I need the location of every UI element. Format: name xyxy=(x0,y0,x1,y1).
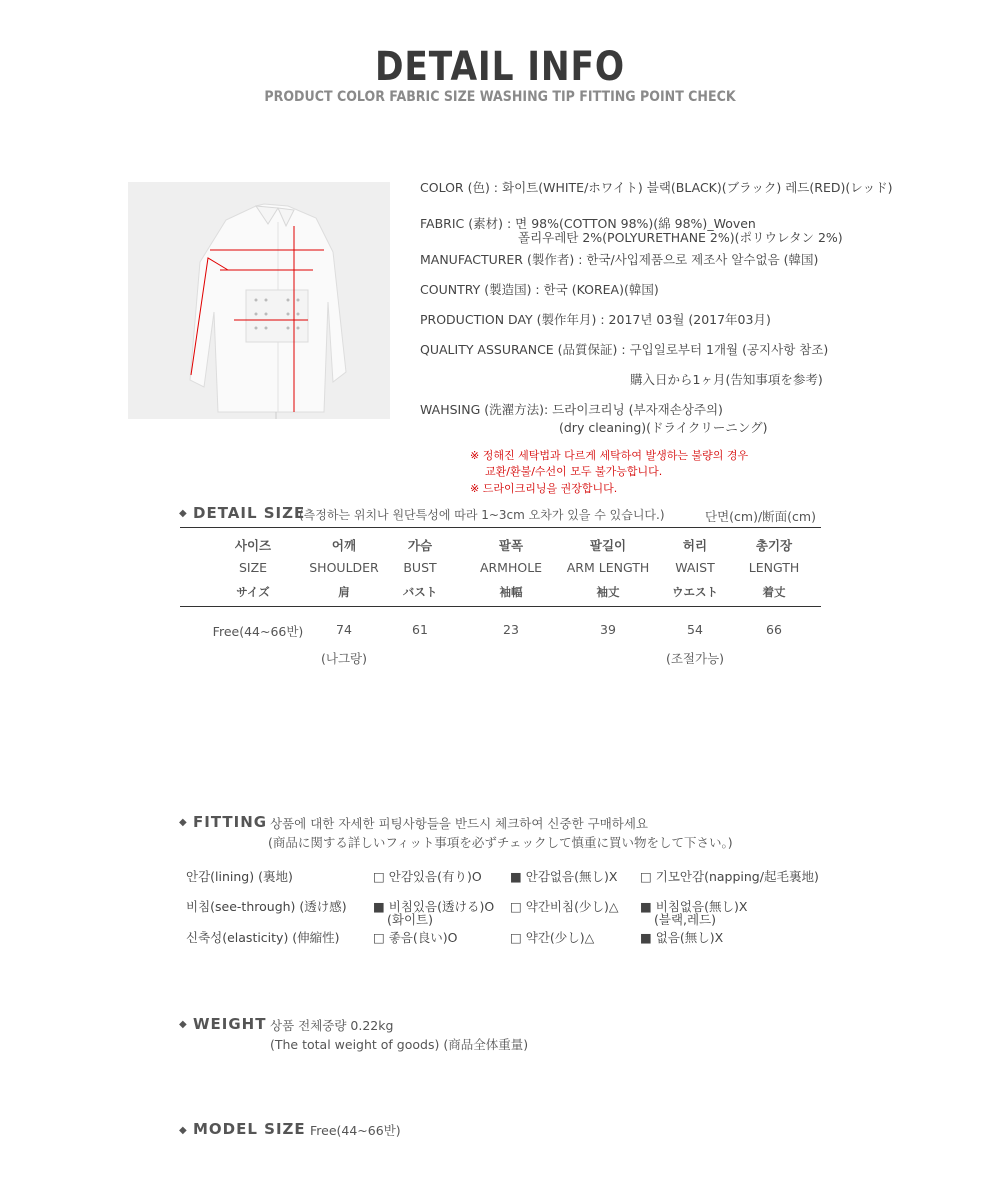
col-armhole-ko: 팔폭 xyxy=(498,538,524,553)
value-size: Free(44~66반) xyxy=(212,624,304,639)
table-header-rule xyxy=(180,606,821,607)
col-armlength-ko: 팔길이 xyxy=(589,538,627,553)
col-waist-en: WAIST xyxy=(675,560,715,575)
manufacturer-info: MANUFACTURER (製作者) : 한국/사입제품으로 제조사 알수없음 (韓国) xyxy=(420,252,819,267)
elasticity-option-none: ■ 없음(無し)X xyxy=(640,930,724,945)
elasticity-option-slight: □ 약간(少し)△ xyxy=(510,930,595,945)
col-armhole-ja: 袖幅 xyxy=(499,585,523,599)
col-size-ja: サイズ xyxy=(236,585,270,599)
model-size-heading: MODEL SIZE xyxy=(193,1120,306,1138)
value-waist: 54 xyxy=(687,622,703,637)
value-length: 66 xyxy=(766,622,782,637)
diamond-bullet-icon: ◆ xyxy=(179,508,187,519)
col-size-ko: 사이즈 xyxy=(234,538,272,553)
col-armlength-ja: 袖丈 xyxy=(596,585,620,599)
table-top-rule xyxy=(180,527,821,528)
production-day-info: PRODUCTION DAY (製作年月) : 2017년 03월 (2017年03月) xyxy=(420,312,771,327)
washing-notice-2: 교환/환불/수선이 모두 불가능합니다. xyxy=(485,465,663,478)
fitting-elasticity-label: 신축성(elasticity) (伸縮性) xyxy=(186,930,340,945)
lining-option-no: ■ 안감없음(無し)X xyxy=(510,869,618,884)
quality-assurance-info-ja: 購入日から1ヶ月(告知事項を参考) xyxy=(630,372,823,387)
fabric-info: FABRIC (素材) : 면 98%(COTTON 98%)(綿 98%)_Woven xyxy=(420,216,756,231)
diamond-bullet-icon: ◆ xyxy=(179,1125,187,1136)
detail-size-note: (측정하는 위치나 원단특성에 따라 1~3cm 오차가 있을 수 있습니다.) xyxy=(299,508,665,522)
value-bust: 61 xyxy=(412,622,428,637)
fitting-desc-1: 상품에 대한 자세한 피팅사항들을 반드시 체크하여 신중한 구매하세요 xyxy=(270,816,648,831)
col-size-en: SIZE xyxy=(238,560,268,575)
col-length-ko: 총기장 xyxy=(755,538,793,553)
seethrough-option-no: ■ 비침없음(無し)X xyxy=(640,899,748,914)
detail-size-heading: DETAIL SIZE xyxy=(193,504,306,522)
weight-line-2: (The total weight of goods) (商品全体重量) xyxy=(270,1037,529,1052)
fabric-info-2: 폴리우레탄 2%(POLYURETHANE 2%)(ポリウレタン 2%) xyxy=(518,230,843,245)
col-length-en: LENGTH xyxy=(748,560,800,575)
diamond-bullet-icon: ◆ xyxy=(179,1019,187,1030)
col-waist-ja: ウエスト xyxy=(672,585,718,599)
fitting-desc-2: (商品に関する詳しいフィット事項を必ずチェックして慎重に買い物をして下さい。) xyxy=(268,835,733,850)
washing-info-2: (dry cleaning)(ドライクリーニング) xyxy=(559,420,768,435)
fitting-lining-label: 안감(lining) (裏地) xyxy=(186,869,293,884)
col-length-ja: 着丈 xyxy=(762,585,786,599)
col-bust-ko: 가슴 xyxy=(407,538,433,553)
fitting-heading: FITTING xyxy=(193,813,268,831)
value-armlength: 39 xyxy=(600,622,616,637)
diamond-bullet-icon: ◆ xyxy=(179,817,187,828)
detail-size-unit: 단면(cm)/断面(cm) xyxy=(705,509,816,524)
fitting-seethrough-label: 비침(see-through) (透け感) xyxy=(186,899,347,914)
shirt-illustration xyxy=(128,182,390,419)
elasticity-option-good: □ 좋음(良い)O xyxy=(373,930,458,945)
value-armhole: 23 xyxy=(503,622,519,637)
seethrough-option-yes-note: (화이트) xyxy=(387,912,433,927)
lining-option-napping: □ 기모안감(napping/起毛裏地) xyxy=(640,869,819,884)
quality-assurance-info: QUALITY ASSURANCE (品質保証) : 구입일로부터 1개월 (공지사항 참조) xyxy=(420,342,829,357)
value-waist-note: (조절가능) xyxy=(665,651,725,666)
weight-heading: WEIGHT xyxy=(193,1015,267,1033)
col-shoulder-en: SHOULDER xyxy=(309,560,379,575)
col-bust-ja: バスト xyxy=(402,585,438,599)
country-info: COUNTRY (製造国) : 한국 (KOREA)(韓国) xyxy=(420,282,659,297)
value-shoulder-note: (나그랑) xyxy=(321,651,367,666)
seethrough-option-yes: ■ 비침있음(透ける)O xyxy=(373,899,495,914)
col-shoulder-ko: 어깨 xyxy=(331,538,357,553)
washing-notice-3: ※ 드라이크리닝을 권장합니다. xyxy=(470,482,618,495)
model-size-value: Free(44~66반) xyxy=(310,1123,401,1138)
col-bust-en: BUST xyxy=(403,560,437,575)
col-armhole-en: ARMHOLE xyxy=(479,560,543,575)
col-shoulder-ja: 肩 xyxy=(338,585,350,599)
washing-notice-1: ※ 정해진 세탁법과 다르게 세탁하여 발생하는 불량의 경우 xyxy=(470,449,749,462)
weight-line-1: 상품 전체중량 0.22kg xyxy=(270,1018,394,1033)
col-armlength-en: ARM LENGTH xyxy=(566,560,650,575)
product-photo xyxy=(128,182,390,419)
col-waist-ko: 허리 xyxy=(682,538,708,553)
washing-info: WAHSING (洗濯方法): 드라이크리닝 (부자재손상주의) xyxy=(420,402,723,417)
seethrough-option-slight: □ 약간비침(少し)△ xyxy=(510,899,619,914)
page-title: DETAIL INFO xyxy=(375,44,625,90)
page-subtitle: PRODUCT COLOR FABRIC SIZE WASHING TIP FITTING POINT CHECK xyxy=(264,89,736,105)
value-shoulder: 74 xyxy=(336,622,352,637)
seethrough-option-no-note: (블랙,레드) xyxy=(654,912,717,927)
color-info: COLOR (色) : 화이트(WHITE/ホワイト) 블랙(BLACK)(ブラック) 레드(RED)(レッド) xyxy=(420,180,893,195)
lining-option-yes: □ 안감있음(有り)O xyxy=(373,869,482,884)
